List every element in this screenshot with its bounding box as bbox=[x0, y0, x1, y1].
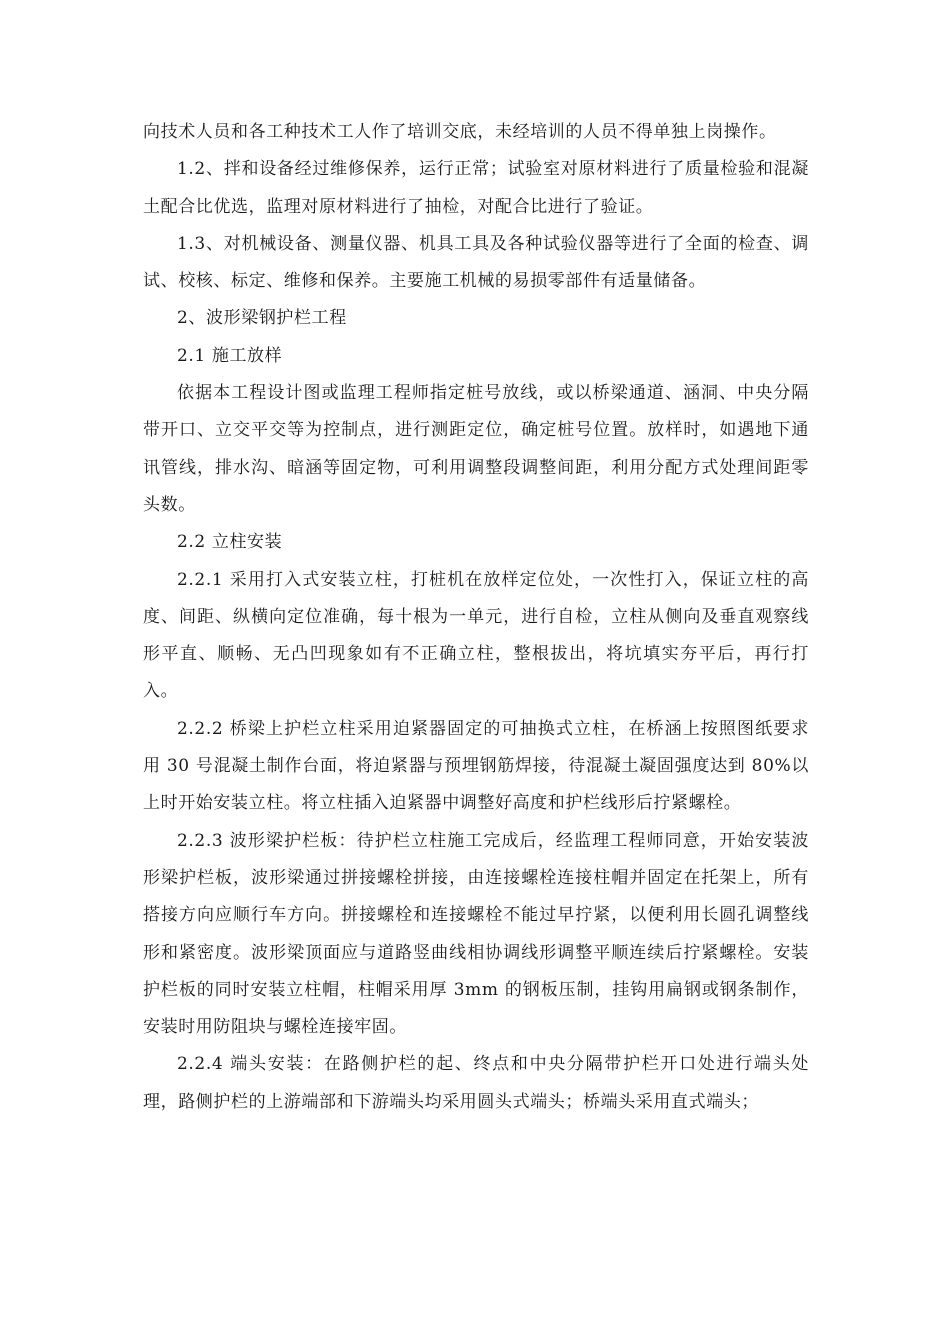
paragraph-2-2-1-driven-posts: 2.2.1 采用打入式安装立柱，打桩机在放样定位处，一次性打入，保证立柱的高度、间距、纵横向定位准确，每十根为一单元，进行自检，立柱从侧向及垂直观察线形平直、顺畅、无凸凹现象如有不正确立柱，整根拔出，将坑填实夯平后，再行打入。 bbox=[143, 569, 809, 702]
heading-2-2-post-installation: 2.2 立柱安装 bbox=[177, 532, 283, 553]
paragraph-2-2-3-guardrail-panels: 2.2.3 波形梁护栏板：待护栏立柱施工完成后，经监理工程师同意，开始安装波形梁护栏板，波形梁通过拼接螺栓拼接，由连接螺栓连接柱帽并固定在托架上，所有搭接方向应顺行车方向。拼接螺栓和连接螺栓不能过早拧紧，以便利用长圆孔调整线形和紧密度。波形梁顶面应与道路竖曲线相协调线形调整平顺连续后拧紧螺栓。安装护栏板的同时安装立柱帽，柱帽采用厚 3mm 的钢板压制，挂钩用扁钢或钢条制作，安装时用防阻块与螺栓连接牢固。 bbox=[143, 830, 809, 1038]
paragraph-2-2-4-end-installation: 2.2.4 端头安装：在路侧护栏的起、终点和中央分隔带护栏开口处进行端头处理，路侧护栏的上游端部和下游端头均采用圆头式端头；桥端头采用直式端头； bbox=[143, 1054, 809, 1112]
paragraph-2-2-2-bridge-posts: 2.2.2 桥梁上护栏立柱采用迫紧器固定的可抽换式立柱，在桥涵上按照图纸要求用 30 号混凝土制作台面，将迫紧器与预埋钢筋焊接，待混凝土凝固强度达到 80%以上时开始安装立柱。将立柱插入迫紧器中调整好高度和护栏线形后拧紧螺栓。 bbox=[143, 718, 809, 814]
paragraph-training-continuation: 向技术人员和各工种技术工人作了培训交底，未经培训的人员不得单独上岗操作。 bbox=[143, 122, 777, 142]
paragraph-layout-details: 依据本工程设计图或监理工程师指定桩号放线，或以桥梁通道、涵洞、中央分隔带开口、立交平交等为控制点，进行测距定位，确定桩号位置。放样时，如遇地下通讯管线，排水沟、暗涵等固定物，可利用调整段调整间距，利用分配方式处理间距零头数。 bbox=[143, 383, 809, 515]
paragraph-1-3-machinery-inspection: 1.3、对机械设备、测量仪器、机具工具及各种试验仪器等进行了全面的检查、调试、校核、标定、维修和保养。主要施工机械的易损零部件有适量储备。 bbox=[143, 233, 809, 292]
document-body bbox=[143, 114, 809, 1121]
heading-2-1-construction-layout: 2.1 施工放样 bbox=[177, 345, 283, 366]
paragraph-1-2-mixing-equipment: 1.2、拌和设备经过维修保养，运行正常；试验室对原材料进行了质量检验和混凝土配合比优选，监理对原材料进行了抽检，对配合比进行了验证。 bbox=[143, 159, 809, 217]
heading-2-guardrail-project: 2、波形梁钢护栏工程 bbox=[177, 308, 347, 329]
